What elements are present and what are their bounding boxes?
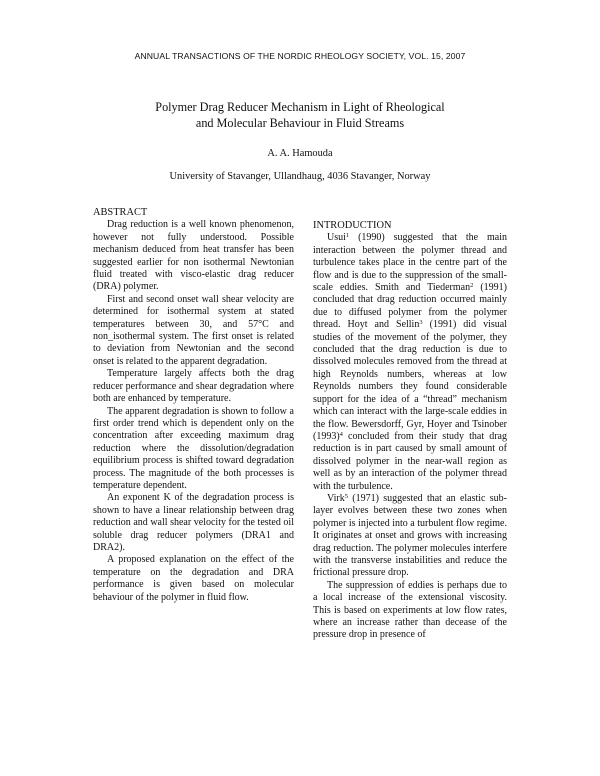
- text-run: (1991) did visual studies of the movement of the polymer, they concluded that the drag reduction is due to dissolved molecules removed from the thread at high Reynolds numbers, whereas at low Reynolds numbers they found considerable support for the idea of a “thread” mechanism which can interact with the large-scale eddies in the flow. Bewersdorff, Gyr, Hoyer and Tsinober (1993): [313, 319, 507, 442]
- abstract-paragraph: Drag reduction is a well known phenomenon, however not fully understood. Possible mechanism deduced from heat transfer has been suggested earlier for non isothermal Newtonian fluid treated with visco-elastic drag reducer (DRA) polymer.: [93, 219, 294, 293]
- text-run: (1971) suggested that an elastic sub-layer evolves between these two zones when polymer is injected into a turbulent flow regime. It originates at onset and grows with increasing drag reduction. The polymer molecules interfere with the transverse instabilities and reduce the frictional pressure drop.: [313, 492, 507, 579]
- text-run: (1991) concluded that drag reduction occurred mainly due to diffused polymer from the polymer thread. Hoyt and Sellin: [313, 282, 507, 331]
- introduction-heading: INTRODUCTION: [313, 220, 392, 231]
- introduction-paragraph: [313, 493, 507, 580]
- introduction-column: [313, 220, 507, 642]
- abstract-paragraph: First and second onset wall shear velocity are determined for isothermal system at stated temperatures between 30, and 57°C and non_isothermal system. The first onset is related to deviation from Newtonian and the second onset is related to the apparent degradation.: [93, 293, 294, 367]
- text-run: Usui: [327, 232, 346, 244]
- text-run: Virk: [327, 492, 345, 504]
- abstract-paragraph: The apparent degradation is shown to follow a first order trend which is dependent only on the concentration after exceeding maximum drag reduction where the dissolution/degradation equilibrium process is shifted toward degradation process. The magnitude of the both processes is temperature dependent.: [93, 405, 294, 491]
- title-line-1: Polymer Drag Reducer Mechanism in Light of Rheological: [155, 100, 445, 114]
- text-run: (1990) suggested that the main interaction between the polymer thread and turbulence takes place in the centre part of the flow and is due to the suppression of the small-scale eddies. Smith and Tiederman: [313, 232, 507, 294]
- reference-superscript: 3: [419, 319, 423, 327]
- abstract-heading: ABSTRACT: [93, 207, 148, 218]
- affiliation: University of Stavanger, Ullandhaug, 4036 Stavanger, Norway: [169, 171, 431, 182]
- text-run: concluded from their study that drag reduction is in part caused by small amount of dissolved polymer in the near-wall region as well as by an interaction of the polymer thread with the turbulence.: [313, 430, 507, 492]
- author: A. A. Hamouda: [267, 148, 333, 159]
- introduction-paragraph: [313, 232, 507, 493]
- reference-superscript: 5: [344, 492, 348, 500]
- abstract-column: [93, 207, 294, 604]
- title-line-2: and Molecular Behaviour in Fluid Streams: [195, 116, 405, 130]
- introduction-paragraph: The suppression of eddies is perhaps due to a local increase of the extensional viscosity. This is based on experiments at low flow rates, where an increase rather than decease of the pressure drop in presence of: [313, 579, 507, 641]
- abstract-paragraph: An exponent K of the degradation process is shown to have a linear relationship between drag reduction and wall shear velocity for the tested oil soluble drag reducer polymers (DRA1 and DRA2).: [93, 492, 294, 553]
- reference-superscript: 4: [339, 430, 343, 438]
- paper-title: [0, 99, 600, 131]
- reference-superscript: 1: [345, 232, 350, 240]
- journal-header: ANNUAL TRANSACTIONS OF THE NORDIC RHEOLOGY SOCIETY, VOL. 15, 2007: [134, 51, 466, 61]
- abstract-paragraph: Temperature largely affects both the drag reducer performance and shear degradation where both are enhanced by temperature.: [93, 368, 294, 405]
- reference-superscript: 2: [470, 282, 474, 290]
- abstract-paragraph: A proposed explanation on the effect of the temperature on the degradation and DRA performance is given based on molecular behaviour of the polymer in fluid flow.: [93, 554, 294, 603]
